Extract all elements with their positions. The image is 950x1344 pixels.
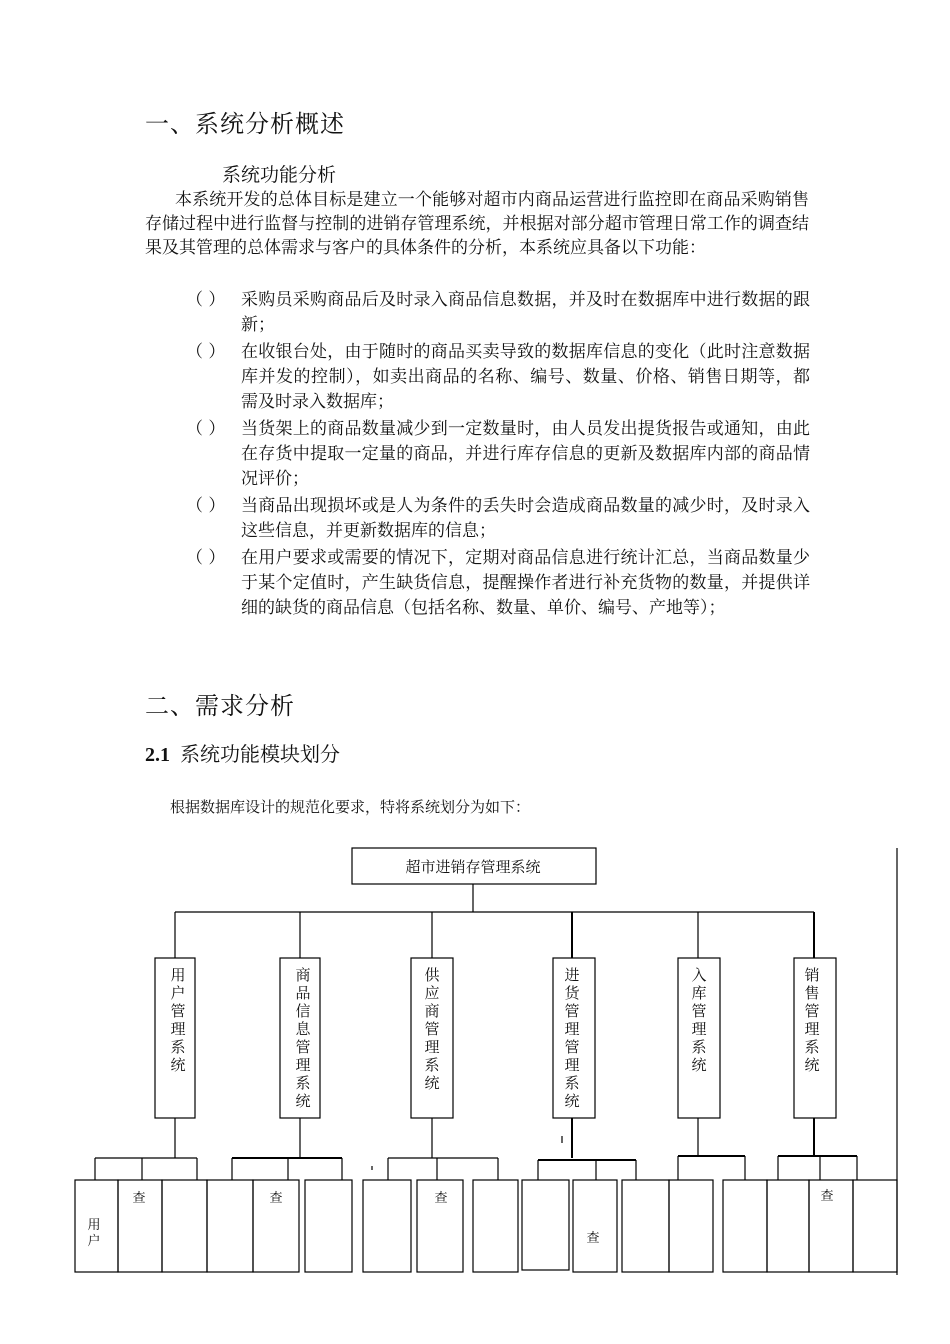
list-item-text: 在用户要求或需要的情况下，定期对商品信息进行统计汇总，当商品数量少于某个定值时，产生缺货信息，提醒操作者进行补充货物的数量，并提供详细的缺货的商品信息（包括名称、数量、单价、编号、产地等）； <box>241 548 810 618</box>
label-char: 售 <box>804 984 820 1002</box>
label-char: 理 <box>564 1020 580 1038</box>
module-label-user <box>170 966 185 1074</box>
list-marker: （ ） <box>186 342 226 362</box>
module-label-stock-in <box>691 966 706 1074</box>
label-char: 商 <box>424 1002 440 1020</box>
list-marker: （ ） <box>186 496 226 516</box>
leaf-box <box>723 1180 767 1272</box>
leaf-label-query: 查 <box>269 1191 283 1206</box>
module-label-sales <box>804 966 819 1074</box>
module-label-product <box>295 966 311 1110</box>
label-char: 库 <box>691 984 707 1002</box>
label-char: 入 <box>691 966 707 984</box>
label-char: 系 <box>424 1056 440 1074</box>
label-char: 管 <box>424 1020 440 1038</box>
label-char: 管 <box>564 1002 580 1020</box>
label-char: 息 <box>295 1020 311 1038</box>
label-char: 理 <box>804 1020 820 1038</box>
label-char: 统 <box>691 1056 707 1074</box>
label-char: 户 <box>87 1234 101 1249</box>
leaf-box <box>669 1180 713 1272</box>
list-item-text: 采购员采购商品后及时录入商品信息数据，并及时在数据库中进行数据的跟新； <box>241 290 810 335</box>
label-char: 统 <box>564 1092 580 1110</box>
label-char: 销 <box>804 966 820 984</box>
label-char: 管 <box>804 1002 820 1020</box>
leaf-box <box>305 1180 352 1272</box>
leaf-box <box>363 1180 411 1272</box>
label-char: 系 <box>804 1038 820 1056</box>
leaf-box <box>853 1180 897 1272</box>
section1-heading: 一、系统分析概述 <box>145 110 345 138</box>
leaf-box <box>207 1180 253 1272</box>
leaf-label-query: 查 <box>434 1191 448 1206</box>
module-diagram <box>0 840 950 1280</box>
leaf-label-user <box>87 1218 100 1249</box>
list-marker: （ ） <box>186 548 226 568</box>
list-marker: （ ） <box>186 290 226 310</box>
list-item-text: 当商品出现损坏或是人为条件的丢失时会造成商品数量的减少时，及时录入这些信息，并更新数据库的信息； <box>241 496 810 541</box>
label-char: 管 <box>564 1038 580 1056</box>
section1-subheading: 系统功能分析 <box>222 164 337 186</box>
label-char: 品 <box>295 984 311 1002</box>
section2-intro: 根据数据库设计的规范化要求，特将系统划分为如下： <box>170 798 531 816</box>
section1-paragraph: 本系统开发的总体目标是建立一个能够对超市内商品运营进行监控即在商品采购销售存储过程中进行监督与控制的进销存管理系统，并根据对部分超市管理日常工作的调查结果及其管理的总体需求与客户的具体条件的分析，本系统应具备以下功能： <box>145 190 809 258</box>
label-char: 理 <box>424 1038 440 1056</box>
subheading-title: 系统功能模块划分 <box>180 742 340 766</box>
leaf-label-query: 查 <box>132 1191 146 1206</box>
leaf-box <box>473 1180 518 1272</box>
leaf-box <box>522 1180 569 1270</box>
section2-heading: 二、需求分析 <box>145 692 295 720</box>
label-char: 管 <box>295 1038 311 1056</box>
label-char: 系 <box>295 1074 311 1092</box>
leaf-box <box>162 1180 207 1272</box>
leaf-label-query: 查 <box>586 1231 600 1246</box>
leaf-box <box>622 1180 669 1272</box>
label-char: 商 <box>295 966 311 984</box>
label-char: 系 <box>170 1038 186 1056</box>
module-label-purchase <box>564 966 580 1110</box>
leaf-box <box>767 1180 809 1272</box>
list-item <box>180 288 810 338</box>
list-item-text: 在收银台处，由于随时的商品买卖导致的数据库信息的变化（此时注意数据库并发的控制），如卖出商品的名称、编号、数量、价格、销售日期等，都需及时录入数据库； <box>241 342 810 412</box>
function-list <box>180 288 810 623</box>
label-char: 供 <box>424 966 440 984</box>
label-char: 户 <box>170 984 186 1002</box>
list-item <box>180 417 810 492</box>
label-char: 用 <box>87 1218 101 1233</box>
list-item <box>180 494 810 544</box>
label-char: 系 <box>564 1074 580 1092</box>
label-char: 统 <box>804 1056 820 1074</box>
label-char: 管 <box>691 1002 707 1020</box>
subheading-number: 2.1 <box>145 744 170 766</box>
label-char: 应 <box>424 984 440 1002</box>
label-char: 信 <box>295 1002 311 1020</box>
root-label: 超市进销存管理系统 <box>405 858 541 876</box>
list-item-text: 当货架上的商品数量减少到一定数量时，由人员发出提货报告或通知，由此在存货中提取一定量的商品，并进行库存信息的更新及数据库内部的商品情况评价； <box>241 419 810 489</box>
module-label-supplier <box>424 966 440 1092</box>
label-char: 统 <box>170 1056 186 1074</box>
label-char: 货 <box>564 984 580 1002</box>
label-char: 理 <box>564 1056 580 1074</box>
label-char: 理 <box>691 1020 707 1038</box>
label-char: 系 <box>691 1038 707 1056</box>
label-char: 管 <box>170 1002 186 1020</box>
label-char: 理 <box>295 1056 311 1074</box>
label-char: 用 <box>170 966 186 984</box>
list-item <box>180 546 810 621</box>
label-char: 进 <box>564 966 580 984</box>
label-char: 统 <box>424 1074 440 1092</box>
leaf-label-query: 查 <box>820 1189 834 1204</box>
label-char: 理 <box>170 1020 186 1038</box>
list-marker: （ ） <box>186 419 226 439</box>
leaf-box <box>573 1180 617 1272</box>
label-char: 统 <box>295 1092 311 1110</box>
section2-subheading <box>145 738 340 767</box>
list-item <box>180 340 810 415</box>
